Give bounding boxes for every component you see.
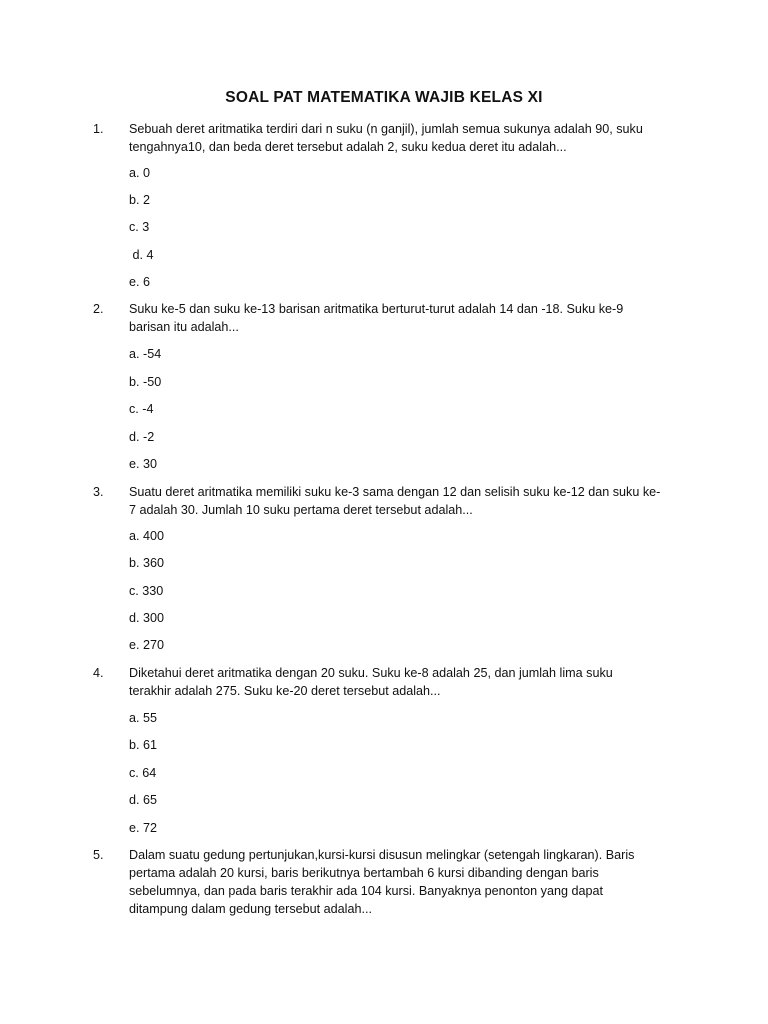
- question-line: 7 adalah 30. Jumlah 10 suku pertama deret tersebut adalah...: [129, 503, 473, 517]
- option-4e: e. 72: [129, 821, 158, 835]
- question-line: tengahnya10, dan beda deret tersebut adalah 2, suku kedua deret itu adalah...: [129, 140, 567, 154]
- option-2d: d. -2: [129, 430, 155, 444]
- question-text: [129, 120, 677, 156]
- option-3a: a. 400: [129, 529, 165, 543]
- question-text: [129, 664, 677, 700]
- option-1c: c. 3: [129, 220, 150, 234]
- question-line: sebelumnya, dan pada baris terakhir ada 104 kursi. Banyaknya penonton yang dapat: [129, 884, 603, 898]
- option-4c: c. 64: [129, 766, 157, 780]
- option-1b: b. 2: [129, 193, 151, 207]
- option-3c: c. 330: [129, 584, 164, 598]
- document-title: SOAL PAT MATEMATIKA WAJIB KELAS XI: [225, 89, 543, 106]
- question-line: Dalam suatu gedung pertunjukan,kursi-kursi disusun melingkar (setengah lingkaran). Baris: [129, 848, 635, 862]
- option-3d: d. 300: [129, 611, 165, 625]
- option-3b: b. 360: [129, 556, 165, 570]
- question-number: 4.: [93, 666, 104, 680]
- option-4d: d. 65: [129, 793, 158, 807]
- question-line: barisan itu adalah...: [129, 320, 239, 334]
- question-number: 5.: [93, 848, 104, 862]
- question-line: pertama adalah 20 kursi, baris berikutnya bertambah 6 kursi dibanding dengan baris: [129, 866, 599, 880]
- question-line: Suku ke-5 dan suku ke-13 barisan aritmatika berturut-turut adalah 14 dan -18. Suku ke-9: [129, 302, 624, 316]
- question-number: 3.: [93, 485, 104, 499]
- option-2a: a. -54: [129, 347, 162, 361]
- question-line: Diketahui deret aritmatika dengan 20 suku. Suku ke-8 adalah 25, dan jumlah lima suku: [129, 666, 613, 680]
- option-1a: a. 0: [129, 166, 151, 180]
- option-4a: a. 55: [129, 711, 158, 725]
- question-text: [129, 483, 677, 519]
- question-line: terakhir adalah 275. Suku ke-20 deret tersebut adalah...: [129, 684, 441, 698]
- question-line: Suatu deret aritmatika memiliki suku ke-3 sama dengan 12 dan selisih suku ke-12 dan suku ke-: [129, 485, 661, 499]
- option-4b: b. 61: [129, 738, 158, 752]
- question-line: ditampung dalam gedung tersebut adalah...: [129, 902, 372, 916]
- question-text: [129, 846, 677, 918]
- option-1d: d. 4: [129, 248, 154, 262]
- question-line: Sebuah deret aritmatika terdiri dari n suku (n ganjil), jumlah semua sukunya adalah 90, suku: [129, 122, 643, 136]
- option-2b: b. -50: [129, 375, 162, 389]
- option-2e: e. 30: [129, 457, 158, 471]
- option-2c: c. -4: [129, 402, 154, 416]
- option-1e: e. 6: [129, 275, 151, 289]
- question-number: 1.: [93, 122, 104, 136]
- question-number: 2.: [93, 302, 104, 316]
- option-3e: e. 270: [129, 638, 165, 652]
- question-text: [129, 300, 677, 336]
